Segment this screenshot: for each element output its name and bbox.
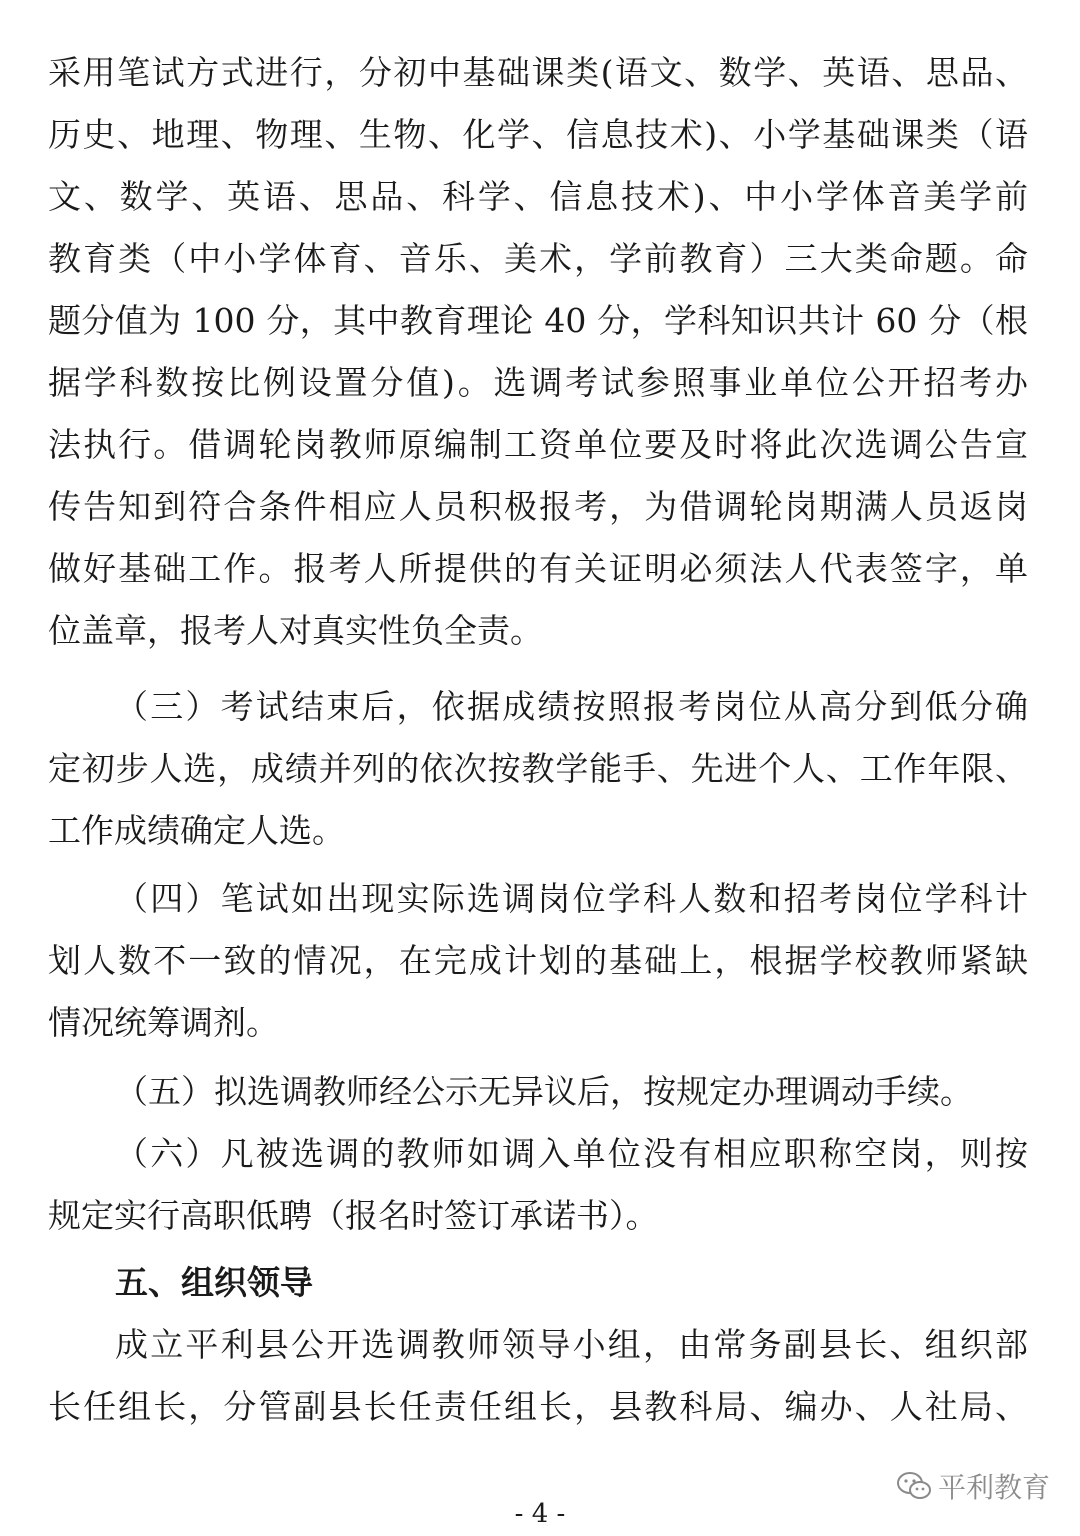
paragraph-line: 工作成绩确定人选。 [48,811,345,850]
paragraph-line: 长任组长，分管副县长任责任组长，县教科局、编办、人社局、 [48,1387,1028,1426]
paragraph-line: 据学科数按比例设置分值)。选调考试参照事业单位公开招考办 [48,363,1028,402]
paragraph-line: 文、数学、英语、思品、科学、信息技术)、中小学体音美学前 [48,177,1028,216]
paragraph-line: 位盖章，报考人对真实性负全责。 [48,611,543,650]
watermark [896,1466,1050,1506]
paragraph-line: 情况统筹调剂。 [48,1003,279,1042]
paragraph-line: 传告知到符合条件相应人员积极报考，为借调轮岗期满人员返岗 [48,487,1028,526]
paragraph-line: 法执行。借调轮岗教师原编制工资单位要及时将此次选调公告宣 [48,425,1028,464]
paragraph-line: （六）凡被选调的教师如调入单位没有相应职称空岗，则按 [115,1134,1028,1173]
wechat-icon [896,1471,932,1501]
paragraph-line: 划人数不一致的情况，在完成计划的基础上，根据学校教师紧缺 [48,941,1028,980]
watermark-text: 平利教育 [938,1471,1051,1504]
section-heading: 五、组织领导 [115,1263,313,1302]
paragraph-line: 教育类（中小学体育、音乐、美术，学前教育）三大类命题。命 [48,239,1028,278]
paragraph-line: 历史、地理、物理、生物、化学、信息技术)、小学基础课类（语 [48,115,1028,154]
paragraph-line: 规定实行高职低聘（报名时签订承诺书）。 [48,1196,659,1235]
paragraph-line: 成立平利县公开选调教师领导小组，由常务副县长、组织部 [115,1325,1028,1364]
paragraph-line: 题分值为 100 分，其中教育理论 40 分，学科知识共计 60 分（根 [48,301,1028,340]
paragraph-line: （三）考试结束后，依据成绩按照报考岗位从高分到低分确 [115,687,1028,726]
paragraph-line: 做好基础工作。报考人所提供的有关证明必须法人代表签字，单 [48,549,1028,588]
paragraph-line: 定初步人选，成绩并列的依次按教学能手、先进个人、工作年限、 [48,749,1028,788]
page-number: - 4 - [514,1499,566,1529]
paragraph-line: （四）笔试如出现实际选调岗位学科人数和招考岗位学科计 [115,879,1028,918]
paragraph-line: （五）拟选调教师经公示无异议后，按规定办理调动手续。 [115,1072,973,1111]
paragraph-line: 采用笔试方式进行，分初中基础课类(语文、数学、英语、思品、 [48,53,1028,92]
